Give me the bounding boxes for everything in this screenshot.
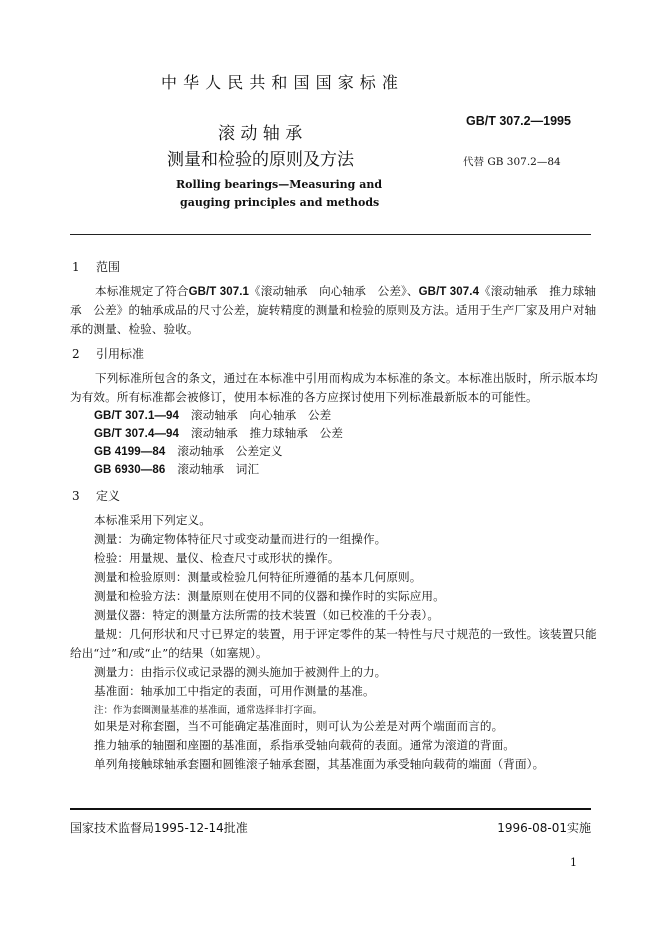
section-1-para-line-2: 承 公差》的轴承成品的尺寸公差，旋转精度的测量和检验的原则及方法。适用于生产厂家及用户对轴 [70, 303, 597, 317]
section-3-heading [72, 487, 120, 504]
standard-ref: GB/T 307.1 [188, 286, 250, 298]
section-title: 范围 [96, 260, 121, 274]
section-2-para-line-1: 下列标准所包含的条文，通过在本标准中引用而构成为本标准的条文。本标准出版时，所示版本均 [95, 371, 598, 385]
definition-line: 测量：为确定物体特征尺寸或变动量而进行的一组操作。 [94, 532, 387, 546]
definition-line: 测量和检验方法：测量原则在使用不同的仪器和操作时的实际应用。 [94, 589, 445, 603]
reference-item [94, 407, 331, 423]
section-1-para-line-3: 承的测量、检验、验收。 [70, 322, 199, 336]
standard-title: 滚动轴承 推力球轴承 公差 [191, 426, 344, 440]
standard-code: GB/T 307.4—94 [94, 428, 180, 440]
approval-date: 国家技术监督局1995-12-14批准 [70, 821, 248, 835]
text: 《滚动轴承 向心轴承 公差》、 [249, 284, 419, 298]
reference-item [94, 443, 283, 459]
definition-line: 测量和检验原则：测量或检验几何特征所遵循的基本几何原则。 [94, 570, 422, 584]
definition-line: 如果是对称套圈，当不可能确定基准面时，则可认为公差是对两个端面而言的。 [94, 719, 504, 733]
definition-line: 本标准采用下列定义。 [94, 513, 211, 527]
standard-title: 滚动轴承 公差定义 [177, 444, 283, 458]
section-number: 2 [72, 347, 80, 361]
section-number: 3 [72, 489, 80, 503]
effective-date: 1996-08-01实施 [497, 821, 591, 835]
section-2-heading [72, 345, 144, 362]
section-1-heading [72, 258, 120, 275]
standard-code: GB 4199—84 [94, 446, 166, 458]
page-number: 1 [570, 856, 577, 869]
title-line-2: 测量和检验的原则及方法 [167, 150, 354, 170]
text: 《滚动轴承 推力球轴 [479, 284, 597, 298]
section-number: 1 [72, 260, 80, 274]
definition-line: 推力轴承的轴圈和座圈的基准面，系指承受轴向载荷的表面。通常为滚道的背面。 [94, 738, 515, 752]
section-2-para-line-2: 为有效。所有标准都会被修订，使用本标准的各方应探讨使用下列标准最新版本的可能性。 [70, 390, 538, 404]
standard-ref: GB/T 307.4 [418, 286, 480, 298]
reference-item [94, 425, 343, 441]
standard-title: 滚动轴承 词汇 [177, 462, 260, 476]
standard-code: GB/T 307.1—94 [94, 410, 180, 422]
standard-number: GB/T 307.2—1995 [466, 114, 571, 128]
definition-line: 单列角接触球轴承套圈和圆锥滚子轴承套圈，其基准面为承受轴向载荷的端面（背面）。 [94, 757, 545, 771]
definition-line: 检验：用量规、量仪、检查尺寸或形状的操作。 [94, 551, 340, 565]
definition-line: 测量仪器：特定的测量方法所需的技术装置（如已校准的千分表）。 [94, 608, 440, 622]
text: 本标准规定了符合 [95, 284, 189, 298]
section-1-para-line-1 [95, 283, 596, 299]
definition-line: 测量力：由指示仪或记录器的测头施加于被测件上的力。 [94, 665, 387, 679]
definition-line: 基准面：轴承加工中指定的表面，可用作测量的基准。 [94, 684, 375, 698]
section-title: 定义 [96, 489, 121, 503]
header-divider [70, 234, 591, 235]
english-title-line-2: gauging principles and methods [180, 196, 380, 209]
reference-item [94, 461, 259, 477]
footer-divider [70, 808, 591, 810]
note: 注：作为套圈测量基准的基准面，通常选择非打字面。 [94, 705, 323, 716]
standard-title: 滚动轴承 向心轴承 公差 [191, 408, 332, 422]
national-standard-label: 中 华 人 民 共 和 国 国 家 标 准 [161, 73, 399, 92]
section-title: 引用标准 [96, 347, 145, 361]
definition-line: 量规：几何形状和尺寸已界定的装置，用于评定零件的某一特性与尺寸规范的一致性。该装置只能 [94, 627, 597, 641]
replaces-standard: 代替 GB 307.2—84 [463, 156, 561, 168]
standard-code: GB 6930—86 [94, 464, 166, 476]
definition-line-continued: 给出“过”和/或“止”的结果（如塞规）。 [70, 646, 268, 660]
english-title-line-1: Rolling bearings—Measuring and [176, 178, 383, 191]
title-line-1: 滚 动 轴 承 [218, 124, 303, 144]
